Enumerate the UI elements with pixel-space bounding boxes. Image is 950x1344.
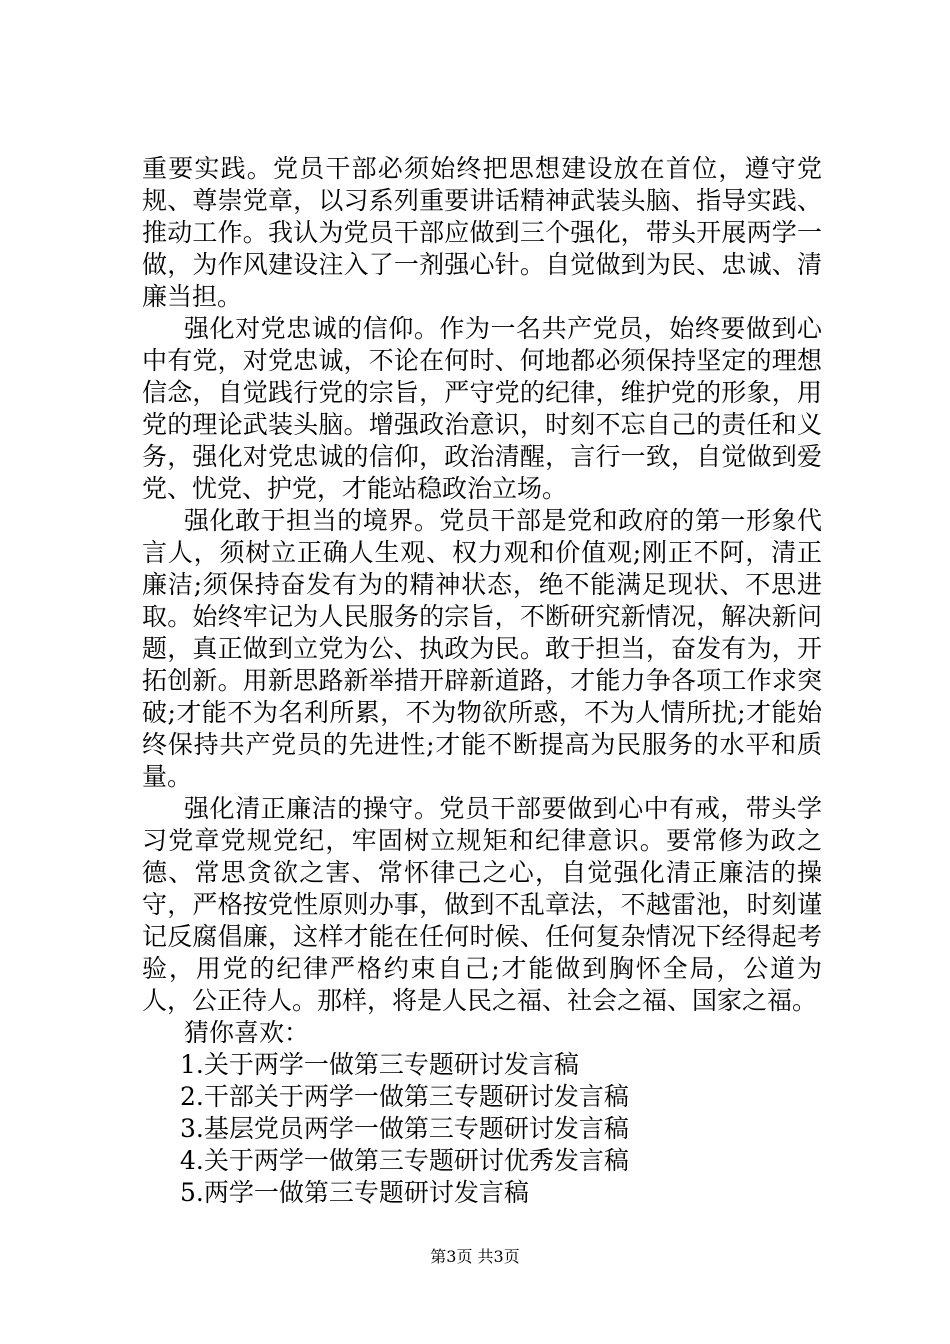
paragraph-continuation: 重要实践。党员干部必须始终把思想建设放在首位，遵守党规、尊崇党章，以习系列重要讲话精神武装头脑、指导实践、推动工作。我认为党员干部应做到三个强化，带头开展两学一做，为作风建设注入了一剂强心针。自觉做到为民、忠诚、清廉当担。	[142, 154, 822, 311]
paragraph-integrity: 强化清正廉洁的操守。党员干部要做到心中有戒，带头学习党章党规党纪，牢固树立规矩和纪律意识。要常修为政之德、常思贪欲之害、常怀律己之心，自觉强化清正廉洁的操守，严格按党性原则办事，做到不乱章法，不越雷池，时刻谨记反腐倡廉，这样才能在任何时候、任何复杂情况下经得起考验，用党的纪律严格约束自己;才能做到胸怀全局，公道为人，公正待人。那样，将是人民之福、社会之福、国家之福。	[142, 794, 822, 1015]
related-link[interactable]: 1.关于两学一做第三专题研讨发言稿	[180, 1050, 579, 1079]
paragraph-loyalty: 强化对党忠诚的信仰。作为一名共产党员，始终要做到心中有党，对党忠诚，不论在何时、何地都必须保持坚定的理想信念，自觉践行党的宗旨，严守党的纪律，维护党的形象，用党的理论武装头脑。增强政治意识，时刻不忘自己的责任和义务，强化对党忠诚的信仰，政治清醒，言行一致，自觉做到爱党、忧党、护党，才能站稳政治立场。	[142, 314, 822, 503]
related-title: 猜你喜欢：	[184, 1018, 310, 1047]
related-link[interactable]: 4.关于两学一做第三专题研讨优秀发言稿	[180, 1146, 629, 1175]
related-list	[142, 1049, 822, 1209]
page-footer: 第3页 共3页	[430, 1247, 520, 1266]
document-body	[142, 153, 822, 1209]
related-link[interactable]: 2.干部关于两学一做第三专题研讨发言稿	[180, 1082, 629, 1111]
paragraph-responsibility: 强化敢于担当的境界。党员干部是党和政府的第一形象代言人，须树立正确人生观、权力观和价值观;刚正不阿，清正廉洁;须保持奋发有为的精神状态，绝不能满足现状、不思进取。始终牢记为人民服务的宗旨，不断研究新情况，解决新问题，真正做到立党为公、执政为民。敢于担当，奋发有为，开拓创新。用新思路新举措开辟新道路，才能力争各项工作求突破;才能不为名利所累，不为物欲所惑，不为人情所扰;才能始终保持共产党员的先进性;才能不断提高为民服务的水平和质量。	[142, 506, 822, 791]
related-link[interactable]: 3.基层党员两学一做第三专题研讨发言稿	[180, 1114, 629, 1143]
related-link[interactable]: 5.两学一做第三专题研讨发言稿	[180, 1178, 529, 1207]
